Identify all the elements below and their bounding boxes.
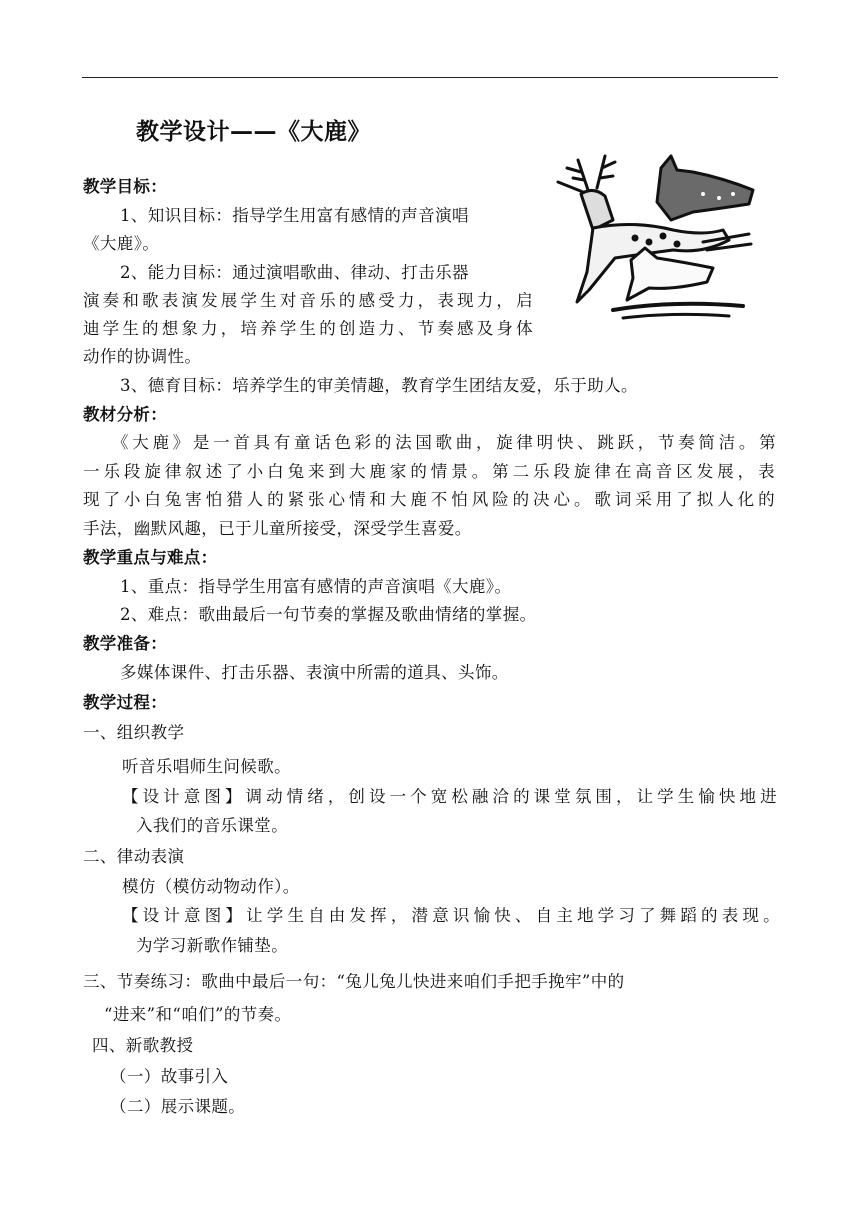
analysis-heading: 教材分析：: [83, 405, 167, 424]
deer-illustration: [553, 150, 758, 330]
analysis-line2: 一乐段旋律叙述了小白兔来到大鹿家的情景。第二乐段旋律在高音区发展，表: [83, 462, 775, 481]
keypoints-heading: 教学重点与难点：: [83, 548, 218, 567]
goal-ability-line2: 演奏和歌表演发展学生对音乐的感受力，表现力，启: [83, 291, 533, 310]
step2-activity: 模仿（模仿动物动作）。: [122, 877, 300, 896]
step2-title: 二、律动表演: [83, 847, 185, 866]
step2-intent: 【设计意图】让学生自由发挥，潜意识愉快、自主地学习了舞蹈的表现。: [122, 906, 780, 925]
keypoint-difficulty: 2、难点：歌曲最后一句节奏的掌握及歌曲情绪的掌握。: [120, 605, 537, 624]
goal-moral: 3、德育目标：培养学生的审美情趣，教育学生团结友爱，乐于助人。: [120, 376, 638, 395]
analysis-line3: 现了小白兔害怕猎人的紧张心情和大鹿不怕风险的决心。歌词采用了拟人化的: [83, 490, 775, 509]
analysis-line1: 《大鹿》是一首具有童话色彩的法国歌曲，旋律明快、跳跃，节奏简洁。第: [112, 433, 776, 452]
step4-item1: （一）故事引入: [110, 1067, 229, 1086]
step4-item2: （二）展示课题。: [110, 1097, 246, 1116]
goal-knowledge-line1: 1、知识目标：指导学生用富有感情的声音演唱: [120, 206, 469, 225]
step1-intent: 【设计意图】调动情绪，创设一个宽松融洽的课堂氛围，让学生愉快地进: [122, 787, 777, 806]
goal-knowledge-line2: 《大鹿》。: [83, 234, 160, 253]
step2-intent-cont: 为学习新歌作铺垫。: [136, 936, 289, 955]
step3-title: 三、节奏练习：歌曲中最后一句：“兔儿兔儿快进来咱们手把手挽牢”中的: [83, 972, 625, 991]
keypoint-focus: 1、重点：指导学生用富有感情的声音演唱《大鹿》。: [120, 577, 512, 596]
goals-heading: 教学目标：: [83, 177, 167, 196]
step3-cont: “进来”和“咱们”的节奏。: [104, 1005, 292, 1024]
analysis-line4: 手法，幽默风趣，已于儿童所接受，深受学生喜爱。: [83, 519, 472, 538]
step1-title: 一、组织教学: [83, 723, 185, 742]
step1-intent-cont: 入我们的音乐课堂。: [136, 816, 289, 835]
step4-title: 四、新歌教授: [92, 1036, 194, 1055]
goal-ability-line4: 动作的协调性。: [83, 347, 202, 366]
prep-materials: 多媒体课件、打击乐器、表演中所需的道具、头饰。: [120, 663, 509, 682]
step1-activity: 听音乐唱师生问候歌。: [122, 757, 291, 776]
page-title: 教学设计——《大鹿》: [136, 119, 371, 145]
goal-ability-line1: 2、能力目标：通过演唱歌曲、律动、打击乐器: [120, 263, 469, 282]
prep-heading: 教学准备：: [83, 634, 167, 653]
process-heading: 教学过程：: [83, 693, 167, 712]
goal-ability-line3: 迪学生的想象力，培养学生的创造力、节奏感及身体: [83, 319, 533, 338]
header-rule: [82, 77, 778, 78]
